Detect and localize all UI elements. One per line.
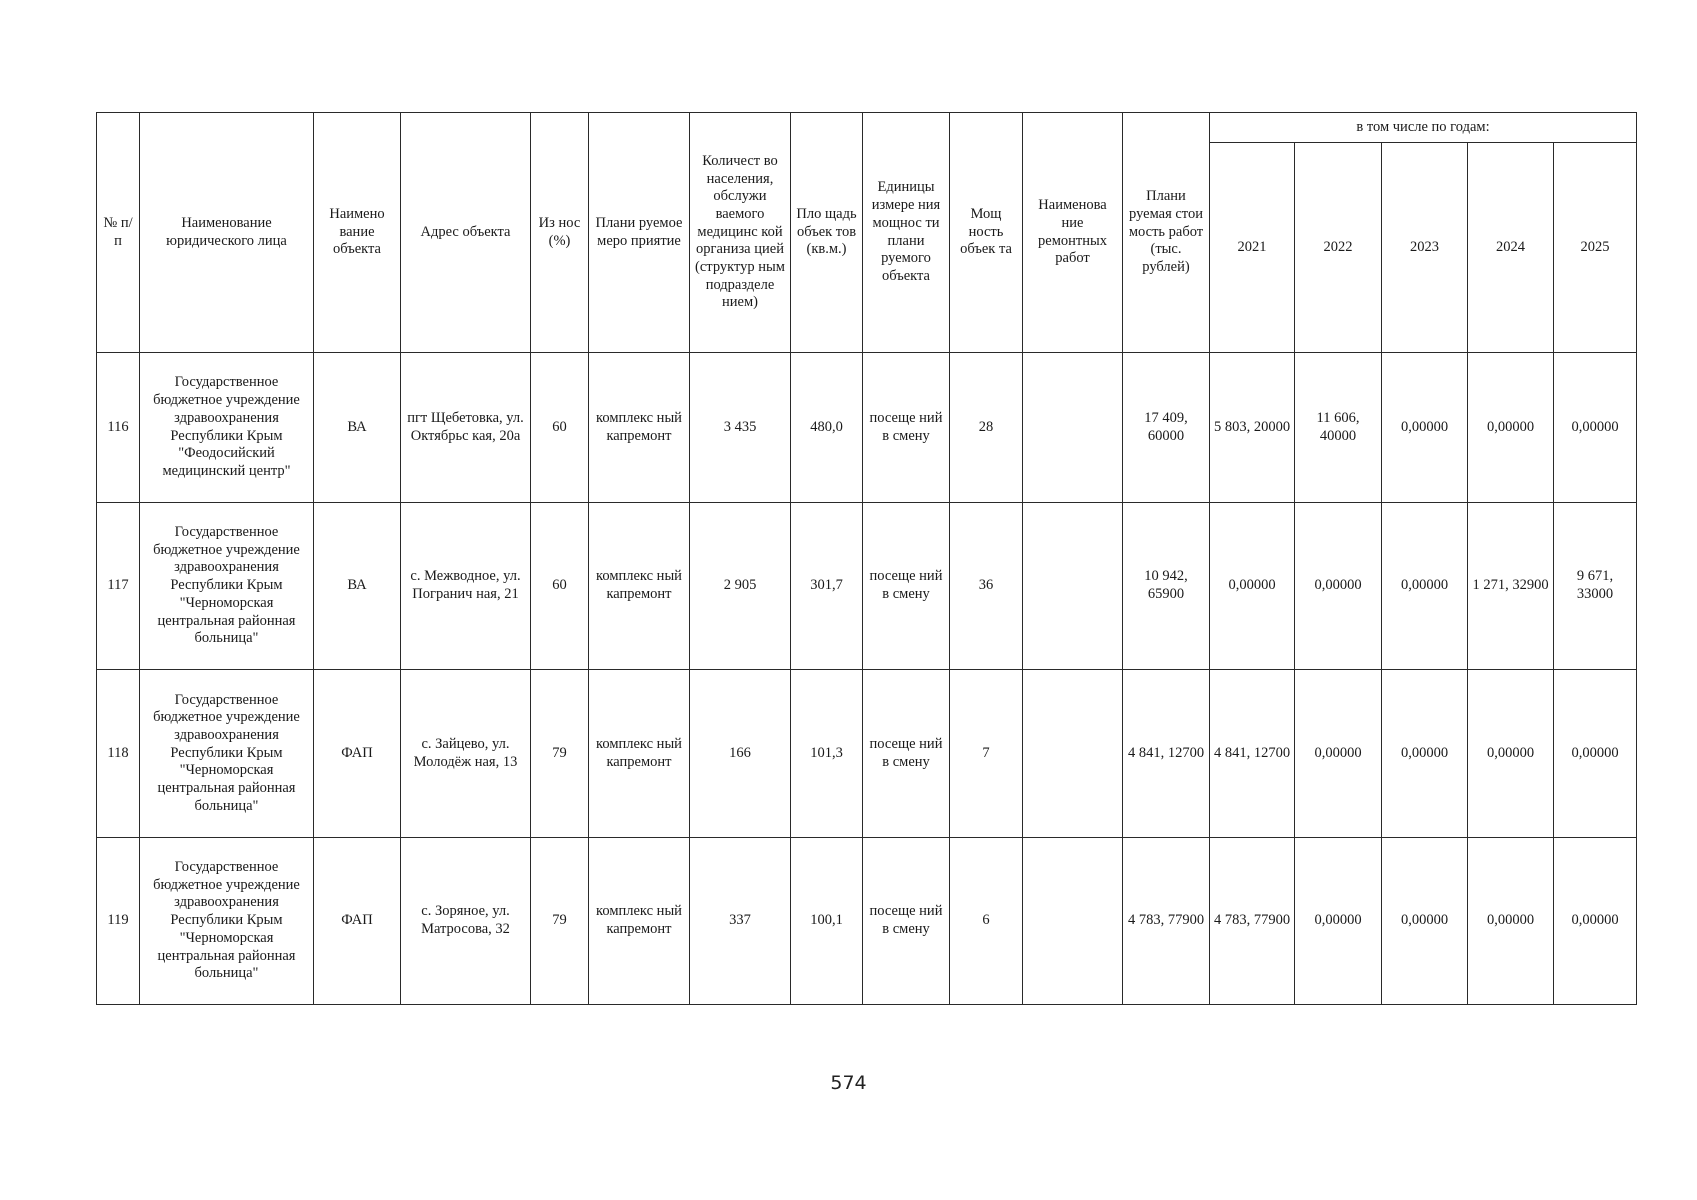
header-planned-event: Плани руемое меро приятие: [589, 113, 690, 353]
cell-year-2021: 0,00000: [1210, 503, 1295, 670]
cell-repair-works: [1023, 670, 1123, 838]
cell-planned-event: комплекс ный капремонт: [589, 353, 690, 503]
cell-year-2025: 0,00000: [1554, 670, 1637, 838]
cell-address: пгт Щебетовка, ул. Октябрьс кая, 20а: [401, 353, 531, 503]
cell-capacity: 6: [950, 838, 1023, 1005]
header-num: № п/п: [97, 113, 140, 353]
cell-capacity-units: посеще ний в смену: [863, 670, 950, 838]
cell-population: 3 435: [690, 353, 791, 503]
cell-object-name: ВА: [314, 353, 401, 503]
cell-population: 2 905: [690, 503, 791, 670]
cell-address: с. Зоряное, ул. Матросова, 32: [401, 838, 531, 1005]
cell-wear: 60: [531, 353, 589, 503]
table-row: [97, 503, 1637, 670]
cell-planned-cost: 10 942, 65900: [1123, 503, 1210, 670]
cell-repair-works: [1023, 503, 1123, 670]
cell-year-2024: 0,00000: [1468, 353, 1554, 503]
cell-planned-cost: 4 783, 77900: [1123, 838, 1210, 1005]
cell-area: 101,3: [791, 670, 863, 838]
cell-year-2024: 1 271, 32900: [1468, 503, 1554, 670]
cell-planned-event: комплекс ный капремонт: [589, 670, 690, 838]
cell-planned-event: комплекс ный капремонт: [589, 503, 690, 670]
cell-num: 116: [97, 353, 140, 503]
cell-area: 301,7: [791, 503, 863, 670]
cell-num: 119: [97, 838, 140, 1005]
cell-wear: 79: [531, 838, 589, 1005]
cell-object-name: ВА: [314, 503, 401, 670]
cell-year-2021: 4 841, 12700: [1210, 670, 1295, 838]
table-row: [97, 353, 1637, 503]
repair-plan-table: [96, 112, 1637, 1005]
cell-planned-cost: 17 409, 60000: [1123, 353, 1210, 503]
cell-year-2021: 4 783, 77900: [1210, 838, 1295, 1005]
cell-repair-works: [1023, 838, 1123, 1005]
cell-year-2025: 9 671, 33000: [1554, 503, 1637, 670]
header-capacity: Мощ ность объек та: [950, 113, 1023, 353]
table-row: [97, 670, 1637, 838]
cell-capacity-units: посеще ний в смену: [863, 503, 950, 670]
cell-planned-event: комплекс ный капремонт: [589, 838, 690, 1005]
header-year-2025: 2025: [1554, 143, 1637, 353]
cell-wear: 60: [531, 503, 589, 670]
header-row-top: [97, 113, 1637, 143]
cell-year-2024: 0,00000: [1468, 838, 1554, 1005]
cell-area: 100,1: [791, 838, 863, 1005]
header-object-name: Наимено вание объекта: [314, 113, 401, 353]
header-legal-entity: Наименование юридического лица: [140, 113, 314, 353]
cell-year-2023: 0,00000: [1382, 503, 1468, 670]
cell-num: 118: [97, 670, 140, 838]
header-year-2022: 2022: [1295, 143, 1382, 353]
cell-legal-entity: Государственное бюджетное учреждение здравоохранения Республики Крым "Феодосийский медицинский центр": [140, 353, 314, 503]
cell-year-2021: 5 803, 20000: [1210, 353, 1295, 503]
table-row: [97, 838, 1637, 1005]
cell-wear: 79: [531, 670, 589, 838]
cell-population: 166: [690, 670, 791, 838]
cell-year-2022: 0,00000: [1295, 838, 1382, 1005]
page-number: 574: [830, 1072, 867, 1094]
cell-planned-cost: 4 841, 12700: [1123, 670, 1210, 838]
cell-year-2023: 0,00000: [1382, 838, 1468, 1005]
cell-year-2025: 0,00000: [1554, 838, 1637, 1005]
cell-year-2023: 0,00000: [1382, 353, 1468, 503]
cell-year-2022: 0,00000: [1295, 503, 1382, 670]
header-year-2021: 2021: [1210, 143, 1295, 353]
cell-legal-entity: Государственное бюджетное учреждение здравоохранения Республики Крым "Черноморская центральная районная больница": [140, 503, 314, 670]
cell-year-2024: 0,00000: [1468, 670, 1554, 838]
cell-capacity: 7: [950, 670, 1023, 838]
header-capacity-units: Единицы измере ния мощнос ти плани руемого объекта: [863, 113, 950, 353]
cell-year-2022: 11 606, 40000: [1295, 353, 1382, 503]
header-address: Адрес объекта: [401, 113, 531, 353]
cell-object-name: ФАП: [314, 670, 401, 838]
table-body: [97, 353, 1637, 1005]
cell-capacity: 28: [950, 353, 1023, 503]
cell-address: с. Межводное, ул. Погранич ная, 21: [401, 503, 531, 670]
header-years-group: в том числе по годам:: [1210, 113, 1637, 143]
cell-year-2022: 0,00000: [1295, 670, 1382, 838]
cell-capacity-units: посеще ний в смену: [863, 353, 950, 503]
header-population: Количест во населения, обслужи ваемого медицинс кой организа цией (структур ным подразделе нием): [690, 113, 791, 353]
cell-capacity: 36: [950, 503, 1023, 670]
table-header: [97, 113, 1637, 353]
cell-area: 480,0: [791, 353, 863, 503]
header-planned-cost: Плани руемая стои мость работ (тыс. рублей): [1123, 113, 1210, 353]
cell-object-name: ФАП: [314, 838, 401, 1005]
header-wear: Из нос (%): [531, 113, 589, 353]
header-repair-works: Наименова ние ремонтных работ: [1023, 113, 1123, 353]
header-area: Пло щадь объек тов (кв.м.): [791, 113, 863, 353]
cell-legal-entity: Государственное бюджетное учреждение здравоохранения Республики Крым "Черноморская центральная районная больница": [140, 670, 314, 838]
cell-num: 117: [97, 503, 140, 670]
cell-capacity-units: посеще ний в смену: [863, 838, 950, 1005]
cell-legal-entity: Государственное бюджетное учреждение здравоохранения Республики Крым "Черноморская центральная районная больница": [140, 838, 314, 1005]
header-year-2023: 2023: [1382, 143, 1468, 353]
cell-year-2023: 0,00000: [1382, 670, 1468, 838]
cell-repair-works: [1023, 353, 1123, 503]
header-year-2024: 2024: [1468, 143, 1554, 353]
cell-address: с. Зайцево, ул. Молодёж ная, 13: [401, 670, 531, 838]
cell-year-2025: 0,00000: [1554, 353, 1637, 503]
cell-population: 337: [690, 838, 791, 1005]
